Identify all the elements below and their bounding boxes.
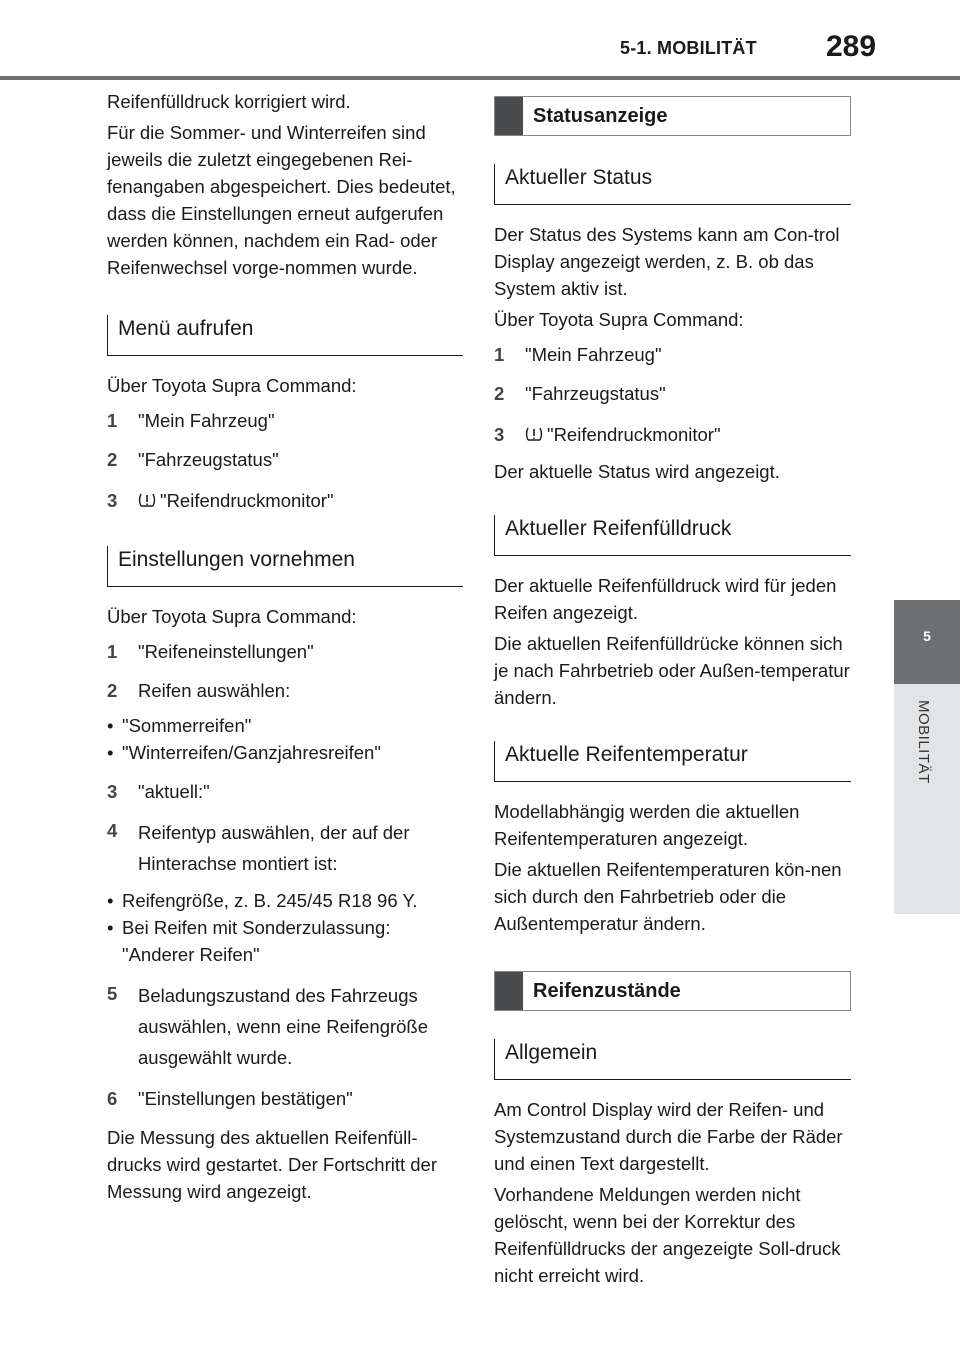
bullet-list (107, 887, 463, 968)
paragraph: Über Toyota Supra Command: (107, 375, 357, 396)
list-item: • Bei Reifen mit Sonderzulassung: "Anderer Reifen" (107, 917, 391, 965)
step-item: 1 "Mein Fahrzeug" (494, 344, 662, 365)
subheading-settings: Einstellungen vornehmen (107, 546, 463, 587)
list-item: • "Winterreifen/Ganzjahresreifen" (107, 742, 381, 763)
subheading-current-status: Aktueller Status (494, 164, 851, 205)
paragraph: Am Control Display wird der Reifen- und Systemzustand durch die Farbe der Räder und einen Text dargestellt. (494, 1099, 843, 1174)
paragraph: Die Messung des aktuellen Reifenfüll-drucks wird gestartet. Der Fortschritt der Messung wird angezeigt. (107, 1127, 438, 1202)
step-item: 4 Reifentyp auswählen, der auf der Hinterachse montiert ist: (107, 820, 410, 874)
bullet-list (107, 712, 463, 766)
list-item: • "Sommerreifen" (107, 715, 252, 736)
tire-warning-icon (525, 426, 543, 443)
chapter-label: MOBILITÄT (915, 700, 932, 784)
paragraph: Über Toyota Supra Command: (107, 606, 357, 627)
paragraph: Über Toyota Supra Command: (494, 309, 744, 330)
paragraph: Die aktuellen Reifenfülldrücke können sich je nach Fahrbetrieb oder Außen-temperatur ändern. (494, 633, 850, 708)
step-item: 2 "Fahrzeugstatus" (494, 383, 666, 404)
paragraph: Der aktuelle Reifenfülldruck wird für jeden Reifen angezeigt. (494, 575, 837, 623)
paragraph: Vorhandene Meldungen werden nicht gelöscht, wenn bei der Korrektur des Reifenfülldrucks der angezeigte Soll-druck nicht erreicht wird. (494, 1184, 841, 1286)
step-item: 2 Reifen auswählen: (107, 680, 291, 701)
section-heading-conditions: Reifenzustände (494, 971, 851, 1011)
step-item: 6 "Einstellungen bestätigen" (107, 1088, 353, 1109)
step-item: 3 "aktuell:" (107, 781, 210, 802)
page-number: 289 (826, 30, 877, 63)
paragraph: Die aktuellen Reifentemperaturen kön-nen sich durch den Fahrbetrieb oder die Außentemperatur ändern. (494, 859, 842, 934)
step-item: 1 "Reifeneinstellungen" (107, 641, 314, 662)
subheading-pressure: Aktueller Reifenfülldruck (494, 515, 851, 556)
paragraph: Für die Sommer- und Winterreifen sind jeweils die zuletzt eingegebenen Rei-fenangaben abgespeichert. Dies bedeutet, dass die Einstellungen erneut aufgerufen werden können, nachdem ein Rad- oder Reifenwechsel vorge-nommen wurde. (107, 122, 456, 278)
chapter-number: 5 (923, 628, 931, 644)
subheading-general: Allgemein (494, 1039, 851, 1080)
subheading-temperature: Aktuelle Reifentemperatur (494, 741, 851, 782)
step-item: 1 "Mein Fahrzeug" (107, 410, 275, 431)
step-item: 3 "Reifendruckmonitor" (107, 490, 334, 511)
right-column (494, 88, 851, 1293)
paragraph: Der Status des Systems kann am Con-trol Display angezeigt werden, z. B. ob das System aktiv ist. (494, 224, 840, 299)
section-heading-status: Statusanzeige (494, 96, 851, 136)
step-item: 3 "Reifendruckmonitor" (494, 424, 721, 445)
paragraph: Der aktuelle Status wird angezeigt. (494, 461, 780, 482)
paragraph: Modellabhängig werden die aktuellen Reifentemperaturen angezeigt. (494, 801, 800, 849)
list-item: • Reifengröße, z. B. 245/45 R18 96 Y. (107, 890, 418, 911)
step-item: 5 Beladungszustand des Fahrzeugs auswählen, wenn eine Reifengröße ausgewählt wurde. (107, 983, 429, 1068)
paragraph: Reifenfülldruck korrigiert wird. (107, 91, 351, 112)
section-title: 5-1. MOBILITÄT (620, 38, 757, 58)
step-item: 2 "Fahrzeugstatus" (107, 449, 279, 470)
tire-warning-icon (138, 492, 156, 509)
header-rule (0, 76, 960, 80)
left-column (107, 88, 463, 1209)
subheading-menu: Menü aufrufen (107, 315, 463, 356)
